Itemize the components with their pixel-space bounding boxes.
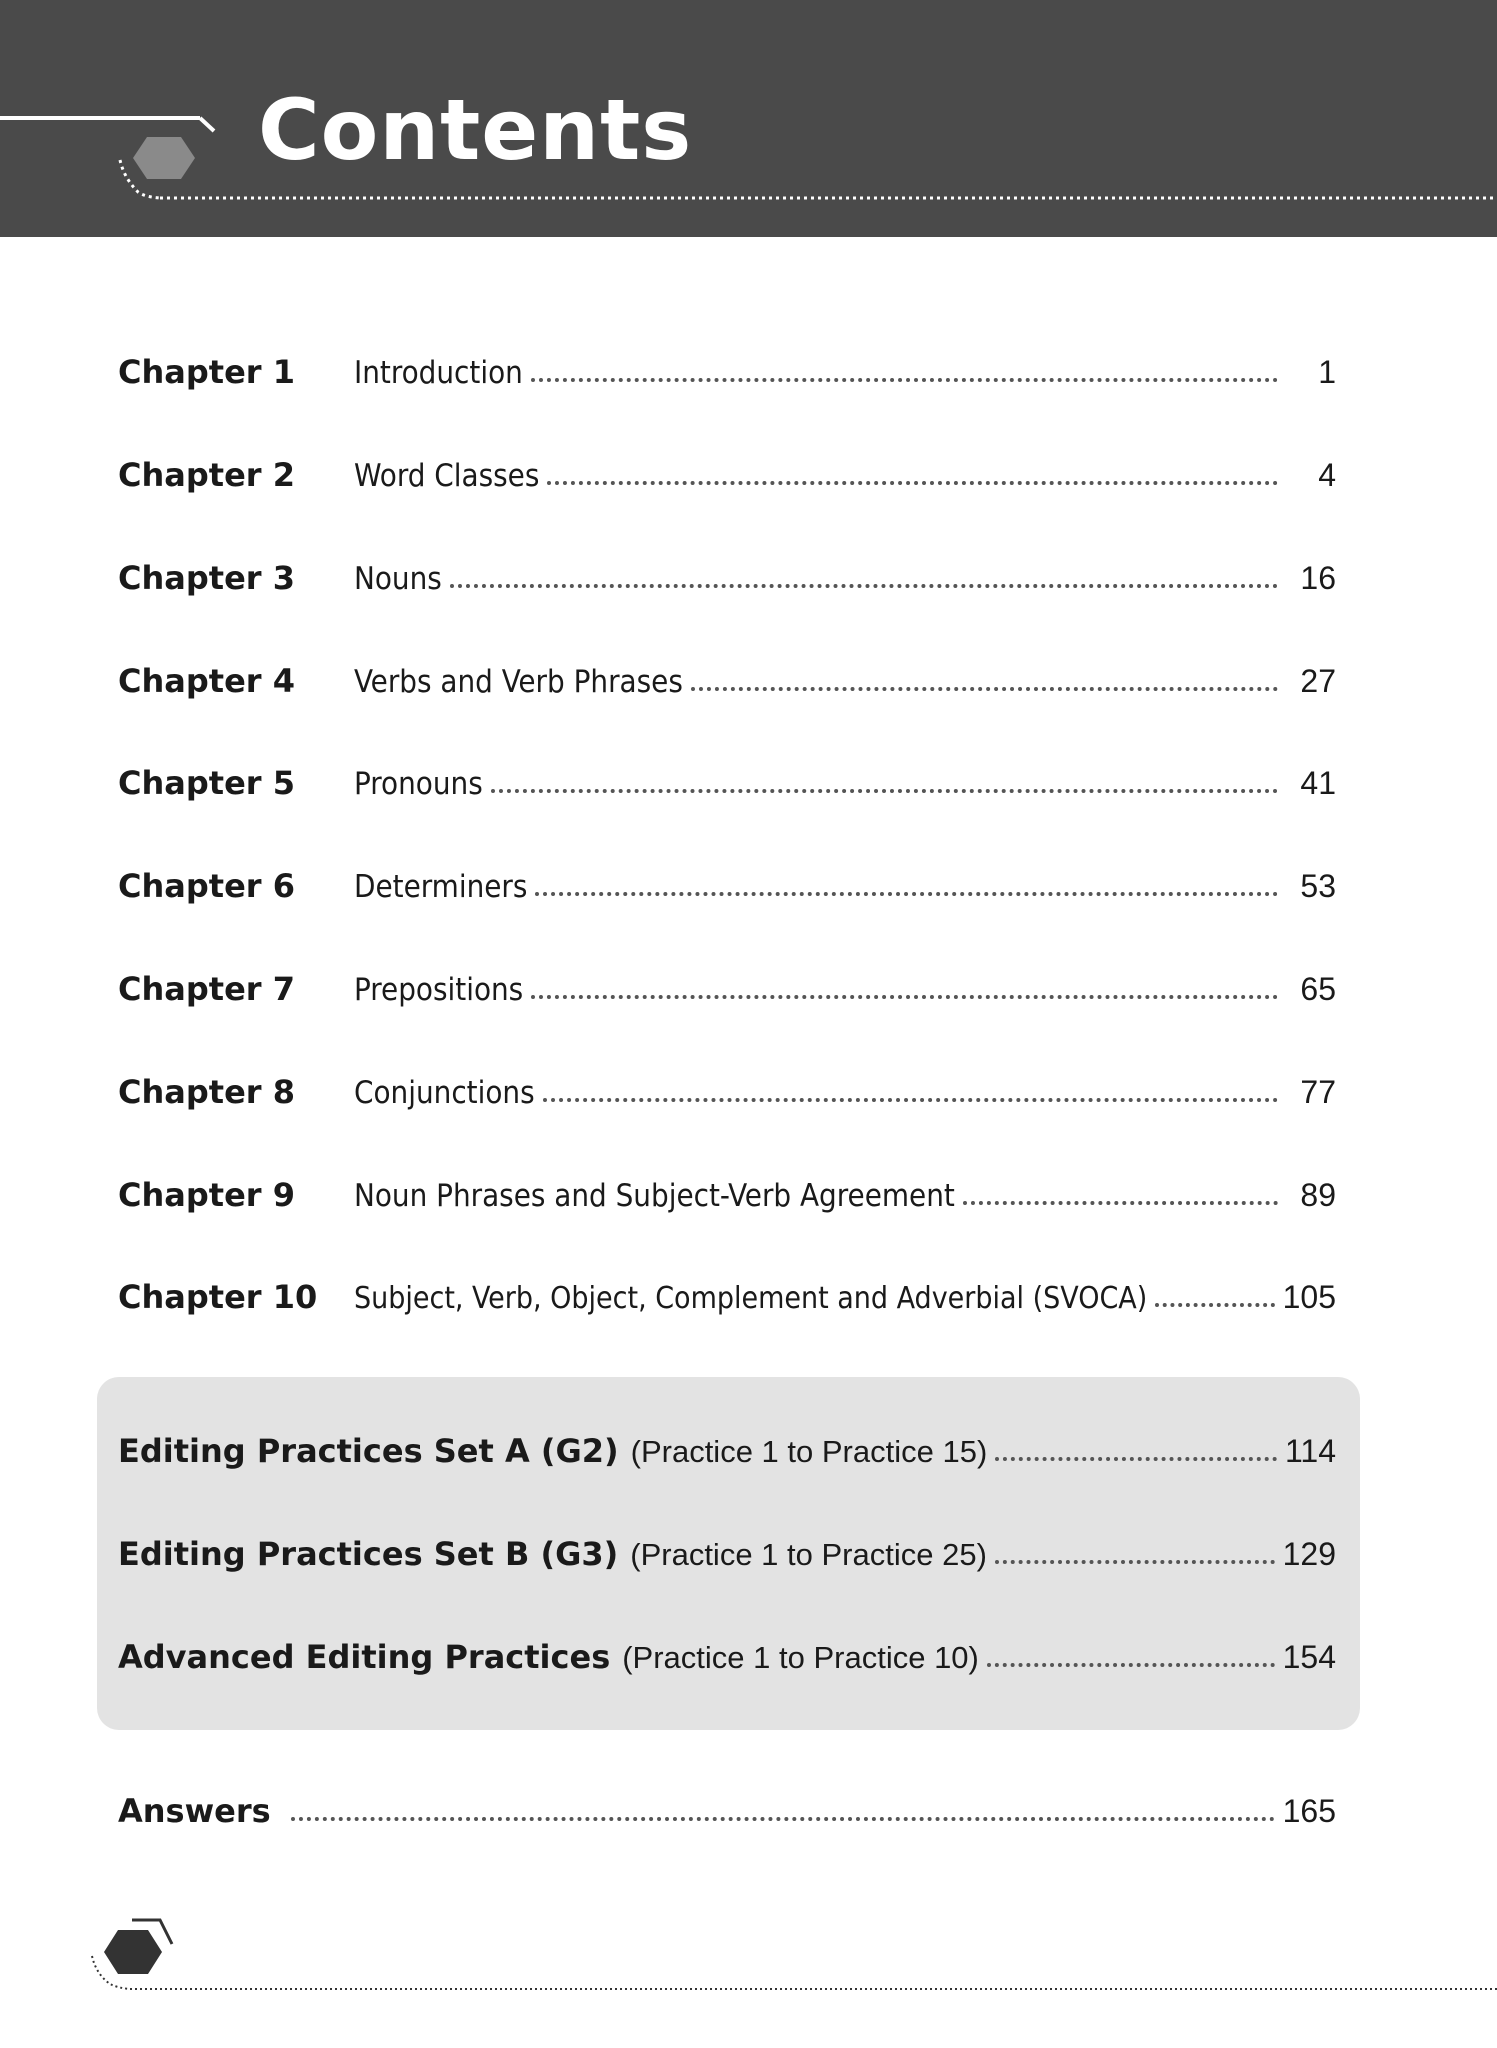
practice-title: Advanced Editing Practices	[118, 1638, 611, 1676]
hexagon-icon	[104, 1930, 162, 1974]
page-title: Contents	[258, 81, 693, 179]
toc-row-practice-set-a[interactable]	[118, 1420, 1336, 1470]
chapter-title: Noun Phrases and Subject-Verb Agreement	[354, 1178, 955, 1214]
practice-title: Editing Practices Set B (G3)	[118, 1535, 619, 1573]
chapter-title: Conjunctions	[354, 1075, 535, 1111]
page-number: 16	[1300, 560, 1336, 596]
page-number: 165	[1282, 1793, 1336, 1829]
dot-leader	[531, 378, 1278, 382]
page-number: 53	[1300, 868, 1336, 904]
page-number: 27	[1300, 663, 1336, 699]
toc-row-chapter-6[interactable]	[118, 855, 1336, 905]
dot-leader	[535, 892, 1278, 896]
toc-row-chapter-3[interactable]	[118, 547, 1336, 597]
dot-leader	[543, 1098, 1278, 1102]
chapter-label: Chapter 4	[118, 662, 295, 700]
chapter-title: Subject, Verb, Object, Complement and Adverbial (SVOCA)	[354, 1281, 1148, 1316]
page-number: 114	[1284, 1433, 1336, 1469]
page-number: 129	[1282, 1536, 1336, 1572]
chapter-label: Chapter 2	[118, 456, 295, 494]
toc-row-chapter-10[interactable]	[118, 1266, 1336, 1316]
page-number: 1	[1318, 354, 1336, 390]
header-band	[0, 0, 1497, 237]
chapter-label: Chapter 5	[118, 764, 295, 802]
answers-title: Answers	[118, 1792, 271, 1830]
dot-leader	[963, 1201, 1278, 1205]
page-number: 105	[1282, 1279, 1336, 1315]
chapter-label: Chapter 10	[118, 1278, 318, 1316]
dot-leader	[547, 481, 1278, 485]
dot-leader	[291, 1817, 1275, 1821]
toc-row-chapter-8[interactable]	[118, 1061, 1336, 1111]
page-number: 77	[1300, 1074, 1336, 1110]
practice-subtitle: (Practice 1 to Practice 25)	[630, 1537, 987, 1572]
toc-row-practice-set-b[interactable]	[118, 1523, 1336, 1573]
practice-title: Editing Practices Set A (G2)	[118, 1432, 619, 1470]
toc-row-chapter-9[interactable]	[118, 1164, 1336, 1214]
page-number: 65	[1300, 971, 1336, 1007]
dot-leader	[1155, 1303, 1274, 1307]
chapter-title: Word Classes	[354, 458, 540, 494]
dot-leader	[691, 687, 1278, 691]
dot-leader	[491, 789, 1278, 793]
dot-leader	[995, 1457, 1277, 1461]
chapter-title: Nouns	[354, 561, 442, 597]
practice-subtitle: (Practice 1 to Practice 10)	[622, 1640, 979, 1675]
header-decoration	[0, 0, 1497, 237]
dot-leader	[995, 1560, 1275, 1564]
page-number: 89	[1300, 1177, 1336, 1213]
page-number: 154	[1282, 1639, 1336, 1675]
chapter-label: Chapter 8	[118, 1073, 295, 1111]
chapter-label: Chapter 6	[118, 867, 295, 905]
chapter-title: Determiners	[354, 869, 528, 905]
chapter-title: Verbs and Verb Phrases	[354, 664, 683, 700]
toc-row-chapter-1[interactable]	[118, 341, 1336, 391]
page-number: 41	[1300, 765, 1336, 801]
toc-row-chapter-7[interactable]	[118, 958, 1336, 1008]
chapter-label: Chapter 7	[118, 970, 295, 1008]
page-number: 4	[1318, 457, 1336, 493]
toc-row-answers[interactable]	[118, 1780, 1336, 1830]
dot-leader	[987, 1663, 1275, 1667]
dot-leader	[531, 995, 1278, 999]
practice-subtitle: (Practice 1 to Practice 15)	[630, 1434, 988, 1469]
chapter-label: Chapter 3	[118, 559, 295, 597]
chapter-title: Introduction	[354, 355, 523, 391]
chapter-label: Chapter 1	[118, 353, 295, 391]
toc-row-chapter-4[interactable]	[118, 650, 1336, 700]
header-rule-bend	[200, 118, 214, 131]
toc-row-chapter-2[interactable]	[118, 444, 1336, 494]
chapter-title: Pronouns	[354, 766, 483, 802]
toc-row-advanced-practices[interactable]	[118, 1626, 1336, 1676]
footer-decoration	[0, 1900, 1497, 2000]
dot-leader	[450, 584, 1278, 588]
chapter-title: Prepositions	[354, 972, 524, 1008]
toc-row-chapter-5[interactable]	[118, 752, 1336, 802]
hexagon-icon	[133, 137, 195, 179]
chapter-label: Chapter 9	[118, 1176, 295, 1214]
